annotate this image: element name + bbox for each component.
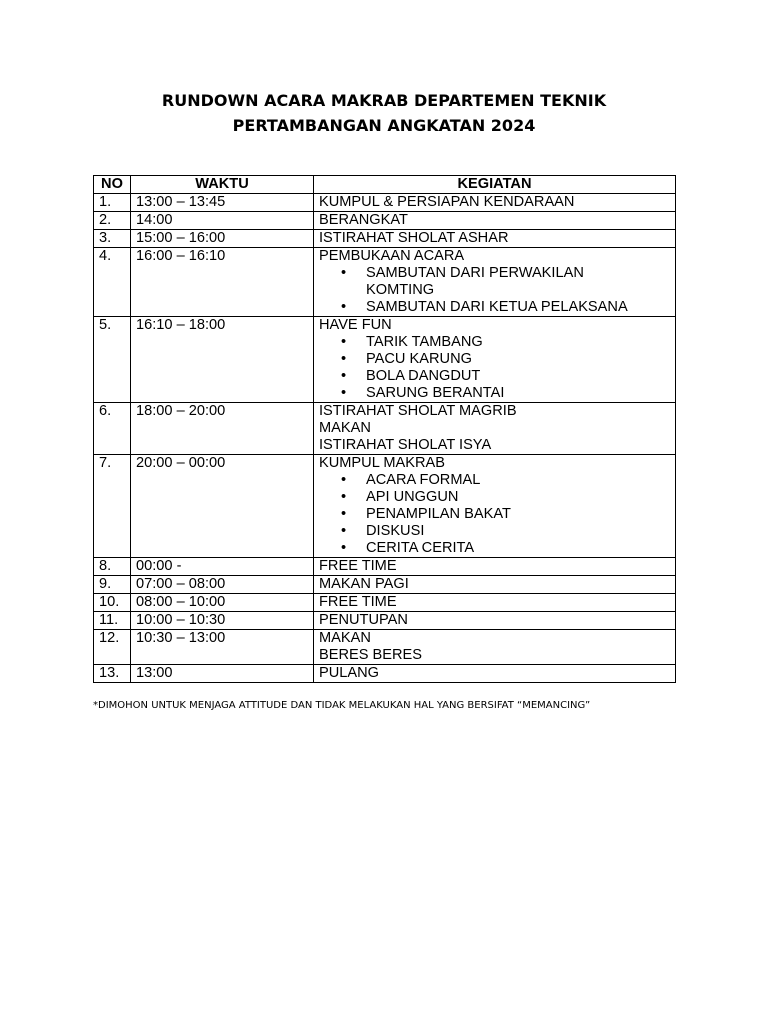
bullet-text: DISKUSI: [366, 523, 425, 539]
row-number: 9.: [94, 576, 131, 594]
row-number: 10.: [94, 594, 131, 612]
row-activity: [314, 630, 676, 665]
row-time: 16:10 – 18:00: [131, 317, 314, 403]
row-number: 3.: [94, 230, 131, 248]
activity-line: BERES BERES: [319, 647, 423, 663]
row-activity: [314, 212, 676, 230]
row-activity: [314, 594, 676, 612]
activity-bullet-item: [319, 368, 675, 385]
title-line-2: PERTAMBANGAN ANGKATAN 2024: [232, 116, 536, 135]
bullet-text: API UNGGUN: [366, 489, 459, 505]
bullet-text: ACARA FORMAL: [366, 472, 481, 488]
bullet-icon: •: [341, 523, 347, 539]
row-time: 20:00 – 00:00: [131, 455, 314, 558]
bullet-icon: •: [341, 334, 347, 350]
activity-bullet-item: [319, 506, 675, 523]
row-time: 13:00 – 13:45: [131, 194, 314, 212]
row-activity: [314, 665, 676, 683]
activity-line: ISTIRAHAT SHOLAT MAGRIB: [319, 403, 517, 419]
bullet-icon: •: [341, 368, 347, 384]
bullet-text: SARUNG BERANTAI: [366, 385, 505, 401]
activity-line: MAKAN PAGI: [319, 576, 409, 592]
title-line-1: RUNDOWN ACARA MAKRAB DEPARTEMEN TEKNIK: [161, 91, 607, 110]
header-time: WAKTU: [131, 176, 314, 194]
row-number: 4.: [94, 248, 131, 317]
table-row: [94, 630, 676, 665]
bullet-text: PACU KARUNG: [366, 351, 472, 367]
row-time: 14:00: [131, 212, 314, 230]
bullet-icon: •: [341, 506, 347, 522]
activity-line: ISTIRAHAT SHOLAT ASHAR: [319, 230, 509, 246]
row-activity: [314, 317, 676, 403]
footnote: *DIMOHON UNTUK MENJAGA ATTITUDE DAN TIDAK MELAKUKAN HAL YANG BERSIFAT “MEMANCING”: [93, 700, 591, 711]
row-number: 8.: [94, 558, 131, 576]
bullet-icon: •: [341, 299, 347, 315]
row-time: 07:00 – 08:00: [131, 576, 314, 594]
row-number: 2.: [94, 212, 131, 230]
activity-line: MAKAN: [319, 630, 371, 646]
bullet-text: PENAMPILAN BAKAT: [366, 506, 511, 522]
row-activity: [314, 558, 676, 576]
activity-line: KUMPUL & PERSIAPAN KENDARAAN: [319, 194, 575, 210]
activity-line: PULANG: [319, 665, 380, 681]
activity-bullet-item: [319, 299, 675, 316]
activity-bullet-item: [319, 523, 675, 540]
activity-bullet-item: [319, 351, 675, 368]
bullet-icon: •: [341, 472, 347, 488]
row-number: 13.: [94, 665, 131, 683]
header-activity: KEGIATAN: [314, 176, 676, 194]
row-number: 7.: [94, 455, 131, 558]
bullet-text: SAMBUTAN DARI KETUA PELAKSANA: [366, 299, 628, 315]
row-number: 1.: [94, 194, 131, 212]
table-row: [94, 212, 676, 230]
row-activity: [314, 403, 676, 455]
table-body: [94, 194, 676, 683]
bullet-icon: •: [341, 351, 347, 367]
bullet-text: BOLA DANGDUT: [366, 368, 481, 384]
bullet-text: SAMBUTAN DARI PERWAKILAN KOMTING: [366, 265, 584, 298]
activity-line: BERANGKAT: [319, 212, 408, 228]
bullet-icon: •: [341, 540, 347, 556]
row-activity: [314, 194, 676, 212]
bullet-icon: •: [341, 265, 347, 281]
row-number: 12.: [94, 630, 131, 665]
row-time: 08:00 – 10:00: [131, 594, 314, 612]
activity-line: ISTIRAHAT SHOLAT ISYA: [319, 437, 492, 453]
row-activity: [314, 230, 676, 248]
activity-line: HAVE FUN: [319, 317, 392, 333]
header-no: NO: [94, 176, 131, 194]
activity-bullet-item: [319, 265, 675, 299]
bullet-icon: •: [341, 489, 347, 505]
document-title: [0, 88, 768, 138]
row-time: 18:00 – 20:00: [131, 403, 314, 455]
row-number: 6.: [94, 403, 131, 455]
table-row: [94, 594, 676, 612]
bullet-icon: •: [341, 385, 347, 401]
row-time: 16:00 – 16:10: [131, 248, 314, 317]
row-activity: [314, 612, 676, 630]
table-row: [94, 612, 676, 630]
row-activity: [314, 248, 676, 317]
table-row: [94, 194, 676, 212]
row-number: 11.: [94, 612, 131, 630]
activity-bullet-item: [319, 540, 675, 557]
table-row: [94, 665, 676, 683]
row-time: 15:00 – 16:00: [131, 230, 314, 248]
row-time: 00:00 -: [131, 558, 314, 576]
row-number: 5.: [94, 317, 131, 403]
row-time: 10:00 – 10:30: [131, 612, 314, 630]
activity-line: KUMPUL MAKRAB: [319, 455, 445, 471]
rundown-table: [93, 175, 676, 683]
activity-bullet-item: [319, 385, 675, 402]
activity-line: PENUTUPAN: [319, 612, 408, 628]
bullet-text: TARIK TAMBANG: [366, 334, 483, 350]
row-time: 13:00: [131, 665, 314, 683]
table-header-row: [94, 176, 676, 194]
bullet-text: CERITA CERITA: [366, 540, 475, 556]
activity-bullet-item: [319, 334, 675, 351]
activity-line: FREE TIME: [319, 594, 397, 610]
activity-line: MAKAN: [319, 420, 371, 436]
table-row: [94, 317, 676, 403]
table-row: [94, 576, 676, 594]
table-row: [94, 455, 676, 558]
table-row: [94, 230, 676, 248]
table-row: [94, 403, 676, 455]
table-row: [94, 248, 676, 317]
activity-bullet-item: [319, 472, 675, 489]
activity-line: FREE TIME: [319, 558, 397, 574]
row-activity: [314, 455, 676, 558]
table-row: [94, 558, 676, 576]
activity-line: PEMBUKAAN ACARA: [319, 248, 465, 264]
row-time: 10:30 – 13:00: [131, 630, 314, 665]
row-activity: [314, 576, 676, 594]
activity-bullet-item: [319, 489, 675, 506]
